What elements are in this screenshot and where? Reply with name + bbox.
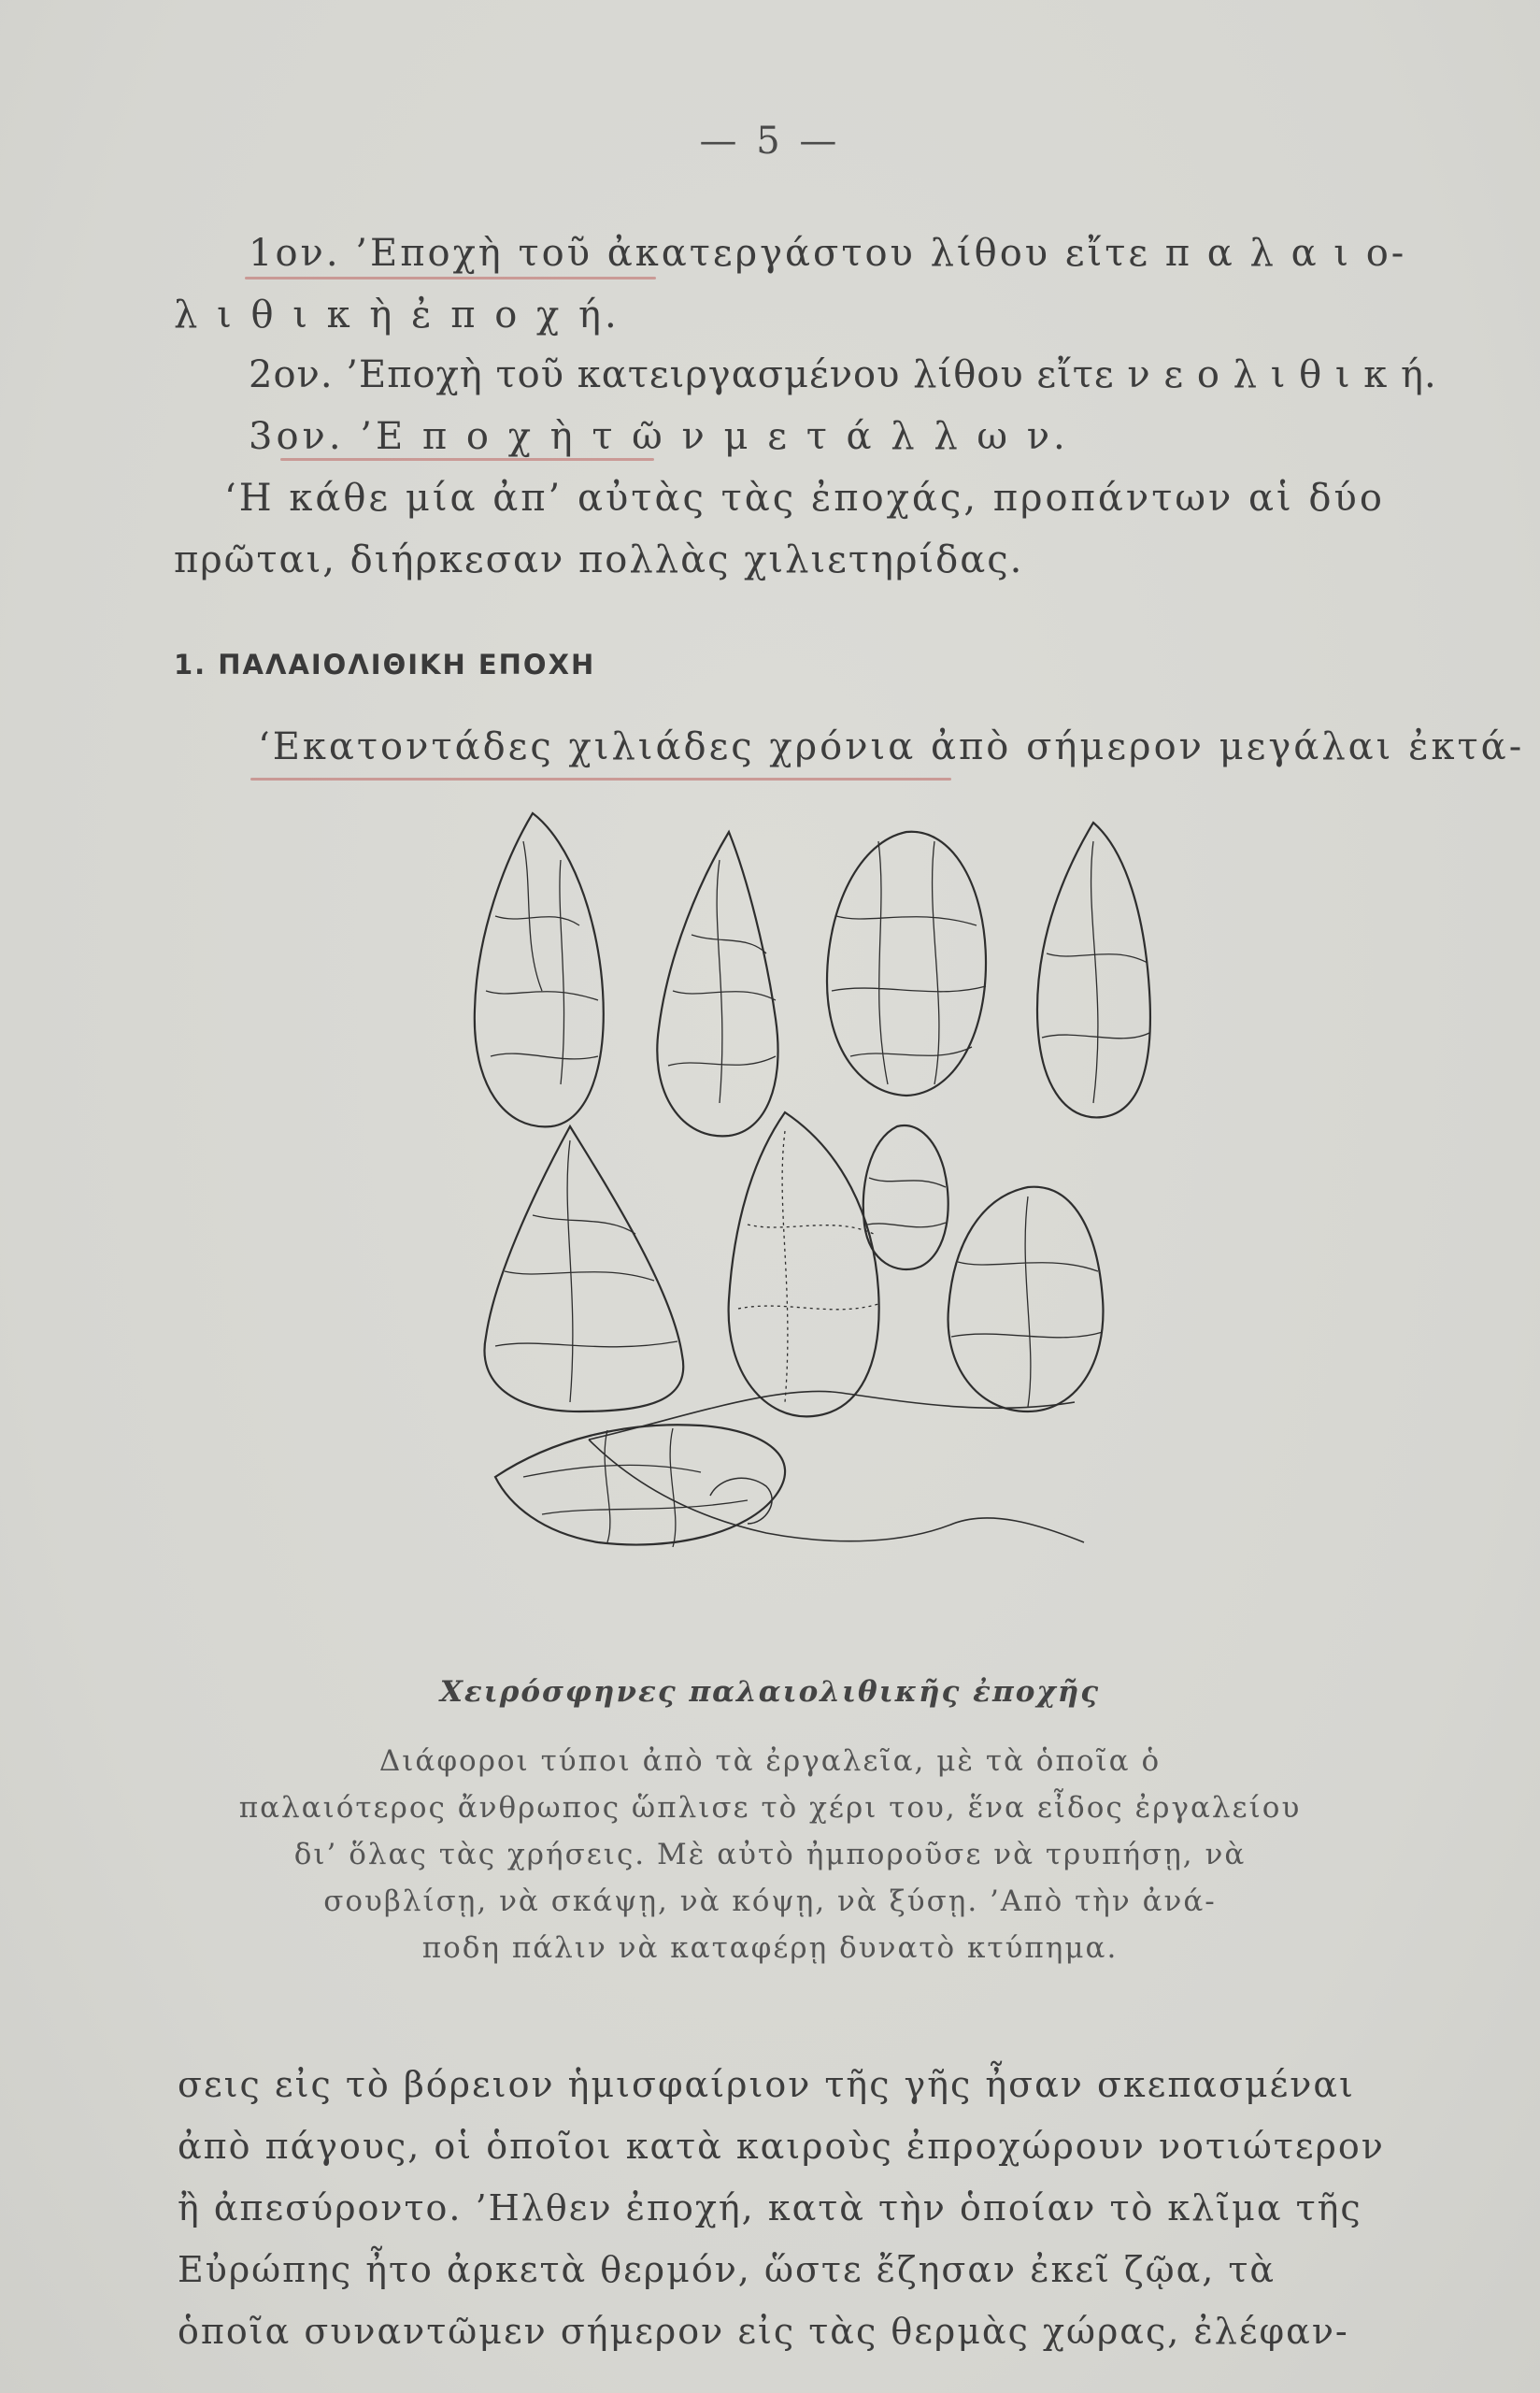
body-line-5: ὁποῖα συναντῶμεν σήμερον εἰς τὰς θερμὰς χώρας, ἐλέφαν- [178,2311,1349,2352]
body-line-3: ἢ ἀπεσύροντο. ’Ηλθεν ἐποχή, κατὰ τὴν ὁποίαν τὸ κλῖμα τῆς [178,2187,1362,2228]
intro-line-2: λ ι θ ι κ ὴ ἐ π ο χ ή. [174,294,620,337]
page-number: — 5 — [699,120,841,163]
pencil-underline [280,458,654,461]
caption-line-5: ποδη πάλιν νὰ καταφέρῃ δυνατὸ κτύπημα. [421,1931,1119,1965]
pencil-underline [245,277,656,279]
pencil-underline [250,778,951,781]
body-line-2: ἀπὸ πάγους, οἱ ὁποῖοι κατὰ καιροὺς ἐπροχώρουν νοτιώτερον [178,2126,1385,2167]
caption-line-4: σουβλίσῃ, νὰ σκάψῃ, νὰ κόψῃ, νὰ ξύσῃ. ’Απὸ τὴν ἀνά- [323,1884,1217,1918]
intro-line-3: 2ον. ’Εποχὴ τοῦ κατειργασμένου λίθου εἴτε ν ε ο λ ι θ ι κ ή. [249,353,1437,396]
intro-line-1: 1ον. ’Εποχὴ τοῦ ἀκατεργάστου λίθου εἴτε π α λ α ι ο- [249,232,1407,275]
section-first-line: ‘Εκατοντάδες χιλιάδες χρόνια ἀπὸ σήμερον μεγάλαι ἐκτά- [258,725,1525,768]
caption-line-1: Διάφοροι τύποι ἀπὸ τὰ ἐργαλεῖα, μὲ τὰ ὁποῖα ὁ [378,1744,1162,1778]
body-line-4: Εὐρώπης ἦτο ἀρκετὰ θερμόν, ὥστε ἔζησαν ἐκεῖ ζῷα, τὰ [178,2249,1276,2290]
caption-line-3: δι’ ὅλας τὰς χρήσεις. Μὲ αὐτὸ ἠμποροῦσε νὰ τρυπήσῃ, νὰ [293,1838,1247,1871]
section-heading: 1. ΠΑΛΑΙΟΛΙΘΙΚΗ ΕΠΟΧΗ [174,649,596,681]
hand-axes-illustration-icon [467,804,1177,1617]
intro-line-5: ‘Η κάθε μία ἀπ’ αὐτὰς τὰς ἐποχάς, προπάντων αἱ δύο [224,477,1385,520]
body-line-1: σεις εἰς τὸ βόρειον ἡμισφαίριον τῆς γῆς ἦσαν σκεπασμέναι [178,2064,1355,2105]
caption-line-2: παλαιότερος ἄνθρωπος ὥπλισε τὸ χέρι του, ἕνα εἶδος ἐργαλείου [238,1791,1302,1825]
intro-line-6: πρῶται, διήρκεσαν πολλὰς χιλιετηρίδας. [174,538,1024,581]
figure-caption-title: Χειρόσφηνες παλαιολιθικῆς ἐποχῆς [439,1675,1101,1709]
intro-line-4: 3ον. ’Ε π ο χ ὴ τ ῶ ν μ ε τ ά λ λ ω ν. [249,415,1069,458]
